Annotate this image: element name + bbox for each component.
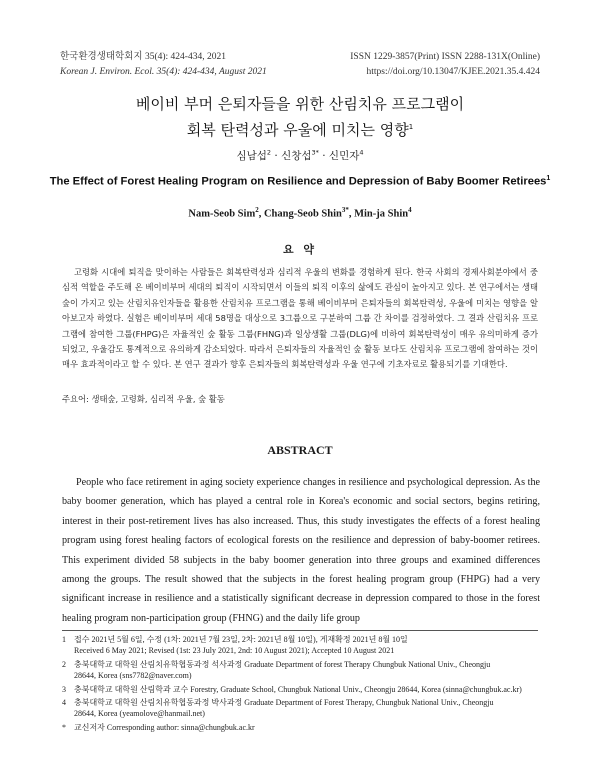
footnote-text: 28644, Korea (sns7782@naver.com) bbox=[74, 671, 192, 681]
title-english bbox=[40, 175, 560, 188]
footnote-number: 3 bbox=[62, 685, 66, 694]
abstract-english: People who face retirement in aging society experience changes in resilience and psychological depression. As the baby boomer generation, which has played a central role in Korea's economic and social sectors, begins retiring, interest in their post-retirement lives has also increased. Thus, this study investigates the effects of a forest healing program using forest healing factors of ecological forests on the resilience and depression of baby-boomer retirees. This experiment divided 58 subjects in the baby boomer generation into three groups and examined differences among the groups. The result showed that the subjects in the forest healing program group (FHPG) had a very significant increase in resilience and a statistically significant decrease in depression compared to those in the forest healing program non-participation group (FHNG) and the daily life group bbox=[62, 477, 540, 624]
footnote-4 bbox=[62, 697, 538, 720]
keywords-korean: 주요어: 생태숲, 고령화, 심리적 우울, 숲 활동 bbox=[62, 394, 225, 404]
footnote-text: 충북대학교 대학원 산림학과 교수 Forestry, Graduate School, Chungbuk National Univ., Cheongju 28644, Korea (sinna@chungbuk.ac.kr) bbox=[74, 685, 522, 694]
title-footnote-marker: 1 bbox=[408, 123, 414, 131]
footnote-divider bbox=[62, 630, 538, 631]
footnote-number: 1 bbox=[62, 635, 66, 644]
author-en-2-marker: 3* bbox=[341, 206, 349, 214]
author-separator: · bbox=[318, 150, 329, 162]
author-en-3: Min-ja Shin bbox=[354, 208, 409, 220]
author-en-2: Chang-Seob Shin bbox=[263, 208, 342, 220]
footnote-1 bbox=[62, 634, 538, 657]
footnote-text: 28644, Korea (yeamolove@hanmail.net) bbox=[74, 709, 205, 719]
title-english-text: The Effect of Forest Healing Program on Resilience and Depression of Baby Boomer Retirees bbox=[49, 175, 547, 188]
journal-identifiers bbox=[350, 50, 540, 80]
summary-korean: 고령화 시대에 퇴직을 맞이하는 사람들은 회복탄력성과 심리적 우울의 변화를 경험하게 된다. 한국 사회의 경제사회분야에서 중심적 역할을 주도해 온 베이비부머 세대의 퇴직이 시작되면서 이들의 퇴직 이후의 삶에도 관심이 높아지고 있다. 본 연구에서는 생태숲이 가지고 있는 산림치유인자들을 활용한 산림치유 프로그램을 통해 베이비부머 은퇴자들의 회복탄력성, 우울에 미치는 영향을 알아보고자 하였다. 실험은 베이비부머 세대 58명을 대상으로 3그룹으로 구분하여 그룹 간 차이를 검정하였다. 그 결과 산림치유 프로그램에 참여한 그룹(FHPG)은 자율적인 숲 활동 그룹(FHNG)과 일상생활 그룹(DLG)에 비하여 회복탄력성이 매우 유의미하게 증가되었고, 우울감도 통계적으로 유의하게 감소되었다. 따라서 은퇴자들의 자율적인 숲 활동 보다도 산림치유 프로그램에 참여하는 것이 매우 효과적이라고 할 수 있다. 본 연구 결과가 향후 은퇴자들의 회복탄력성과 우울 연구에 기초자료로 활용되기를 기대한다. bbox=[62, 267, 538, 370]
author-ko-2-marker: 3* bbox=[311, 148, 319, 157]
title-korean-line2 bbox=[40, 116, 560, 142]
footnote-3 bbox=[62, 684, 538, 695]
author-ko-3: 신민자 bbox=[328, 150, 360, 162]
authors-english bbox=[40, 206, 560, 220]
footnote-2 bbox=[62, 659, 538, 682]
journal-citation bbox=[60, 50, 267, 80]
abstract-heading: ABSTRACT bbox=[267, 443, 333, 457]
footnote-text: 접수 2021년 5월 6일, 수정 (1차: 2021년 7월 23일, 2차: 2021년 8월 10일), 게재확정 2021년 8월 10일 bbox=[74, 635, 408, 644]
author-ko-3-marker: 4 bbox=[359, 148, 364, 157]
footnote-text: 충북대학교 대학원 산림치유학협동과정 석사과정 Graduate Department of forest Therapy Chungbuk National Univ., Cheongju bbox=[74, 660, 491, 669]
journal-citation-en: Korean J. Environ. Ecol. 35(4): 424-434, August 2021 bbox=[60, 67, 267, 77]
footnote-number: 4 bbox=[62, 698, 66, 707]
author-en-1: Nam-Seob Sim bbox=[188, 208, 256, 220]
author-separator: , bbox=[348, 208, 355, 220]
footnote-text: 충북대학교 대학원 산림치유학협동과정 박사과정 Graduate Department of Forest Therapy, Chungbuk National Univ., Cheongju bbox=[74, 698, 494, 707]
title-korean-line2-text: 회복 탄력성과 우울에 미치는 영향 bbox=[186, 121, 409, 139]
authors-korean bbox=[40, 148, 560, 163]
footnote-corresponding bbox=[62, 722, 538, 733]
footnote-text: Received 6 May 2021; Revised (1st: 23 July 2021, 2nd: 10 August 2021); Accepted 10 August 2021 bbox=[74, 646, 395, 656]
author-en-1-marker: 2 bbox=[255, 206, 259, 214]
author-en-3-marker: 4 bbox=[408, 206, 412, 214]
doi-link[interactable]: https://doi.org/10.13047/KJEE.2021.35.4.424 bbox=[366, 67, 540, 77]
title-english-marker: 1 bbox=[546, 175, 551, 182]
issn: ISSN 1229-3857(Print) ISSN 2288-131X(Online) bbox=[350, 52, 540, 62]
footnote-number: * bbox=[62, 723, 66, 732]
footnote-text: 교신저자 Corresponding author: sinna@chungbuk.ac.kr bbox=[74, 723, 255, 732]
title-korean bbox=[40, 93, 560, 142]
summary-heading: 요 약 bbox=[282, 243, 318, 256]
title-korean-line1: 베이비 부머 은퇴자들을 위한 산림치유 프로그램이 bbox=[135, 95, 465, 113]
author-separator: · bbox=[271, 150, 282, 162]
author-ko-1-marker: 2 bbox=[266, 148, 272, 157]
author-ko-1: 심남섭 bbox=[236, 150, 267, 162]
author-separator: , bbox=[258, 208, 264, 220]
author-ko-2: 신창섭 bbox=[281, 150, 312, 162]
footnote-number: 2 bbox=[62, 660, 66, 669]
journal-citation-ko: 한국환경생태학회지 35(4): 424-434, 2021 bbox=[60, 52, 226, 62]
